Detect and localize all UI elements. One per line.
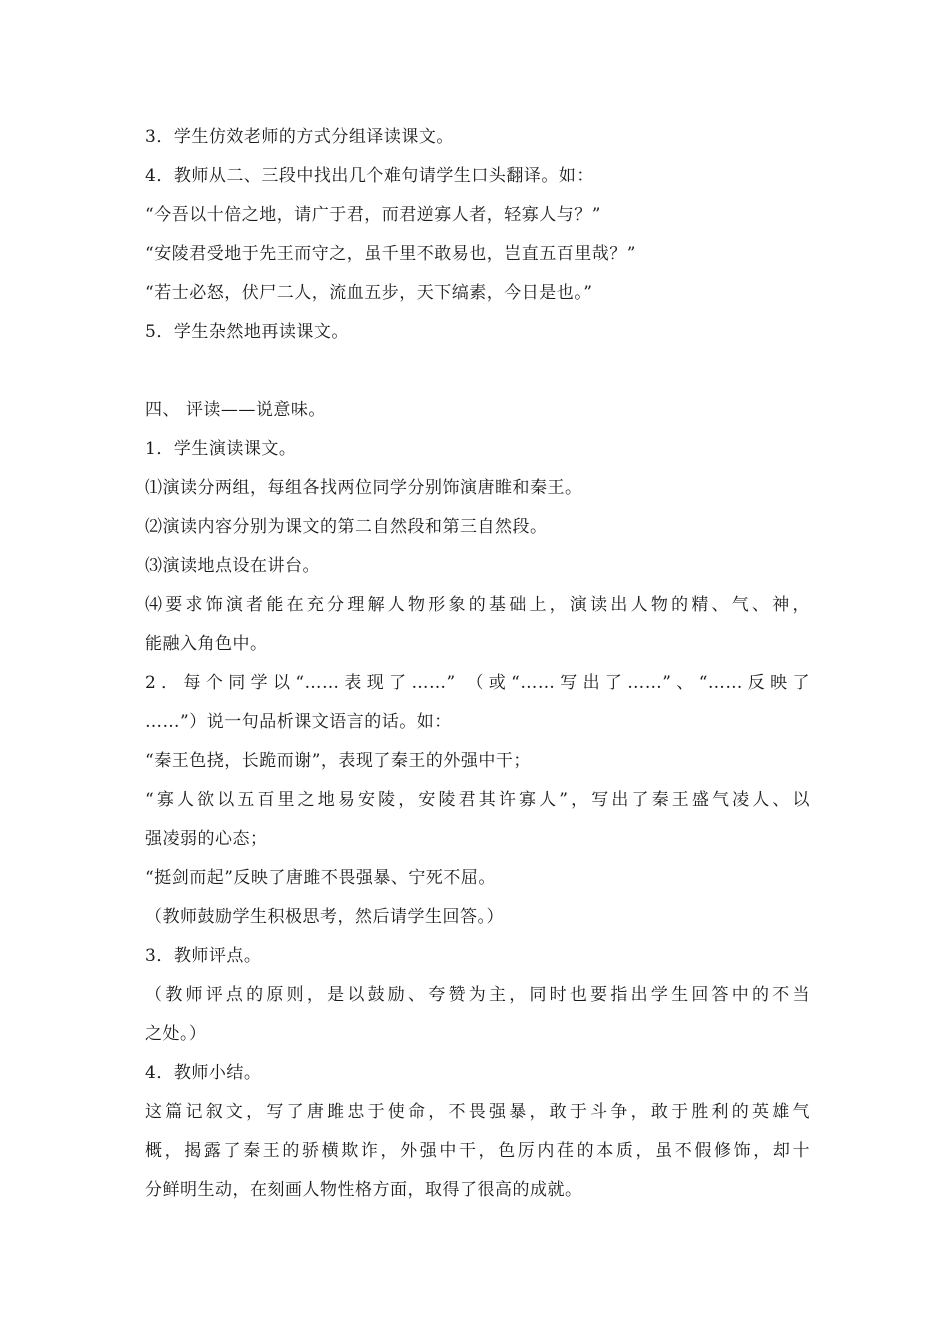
text-line: 这篇记叙文，写了唐雎忠于使命，不畏强暴，敢于斗争，敢于胜利的英雄气	[145, 1102, 810, 1122]
text-line: ⑵演读内容分别为课文的第二自然段和第三自然段。	[145, 517, 548, 537]
text-line: 5．学生杂然地再读课文。	[145, 322, 349, 342]
text-line: ……”）说一句品析课文语言的话。如：	[145, 712, 452, 732]
text-line: 3．教师评点。	[145, 946, 262, 966]
section-heading: 四、 评读——说意味。	[145, 400, 326, 420]
text-line: “安陵君受地于先王而守之，虽千里不敢易也，岂直五百里哉？”	[145, 244, 636, 264]
text-line: “挺剑而起”反映了唐雎不畏强暴、宁死不屈。	[145, 868, 496, 888]
text-line: 强凌弱的心态；	[145, 829, 268, 849]
text-line: “今吾以十倍之地，请广于君，而君逆寡人者，轻寡人与？”	[145, 205, 601, 225]
text-line: 4．教师小结。	[145, 1063, 262, 1083]
text-line: 概，揭露了秦王的骄横欺诈，外强中干，色厉内荏的本质，虽不假修饰，却十	[145, 1141, 810, 1161]
text-line: （教师评点的原则，是以鼓励、夸赞为主，同时也要指出学生回答中的不当	[145, 985, 810, 1005]
text-line: “若士必怒，伏尸二人，流血五步，天下缟素，今日是也。”	[145, 283, 593, 303]
text-line: 分鲜明生动，在刻画人物性格方面，取得了很高的成就。	[145, 1180, 583, 1200]
text-line: 之处。）	[145, 1024, 207, 1044]
text-line: 3．学生仿效老师的方式分组译读课文。	[145, 127, 454, 147]
text-line: “寡人欲以五百里之地易安陵，安陵君其许寡人”，写出了秦王盛气凌人、以	[145, 790, 810, 810]
text-line: “秦王色挠，长跪而谢”，表现了秦王的外强中干；	[145, 751, 531, 771]
text-line: ⑶演读地点设在讲台。	[145, 556, 320, 576]
text-line: （教师鼓励学生积极思考，然后请学生回答。）	[145, 907, 504, 927]
text-line: 1．学生演读课文。	[145, 439, 297, 459]
text-line: 2．每个同学以“……表现了……” （或“……写出了……”、“……反映了	[145, 673, 810, 693]
text-line: 能融入角色中。	[145, 634, 268, 654]
text-line: ⑷要求饰演者能在充分理解人物形象的基础上，演读出人物的精、气、神，	[145, 595, 810, 615]
text-line: 4．教师从二、三段中找出几个难句请学生口头翻译。如：	[145, 166, 594, 186]
text-line: ⑴演读分两组，每组各找两位同学分别饰演唐睢和秦王。	[145, 478, 583, 498]
